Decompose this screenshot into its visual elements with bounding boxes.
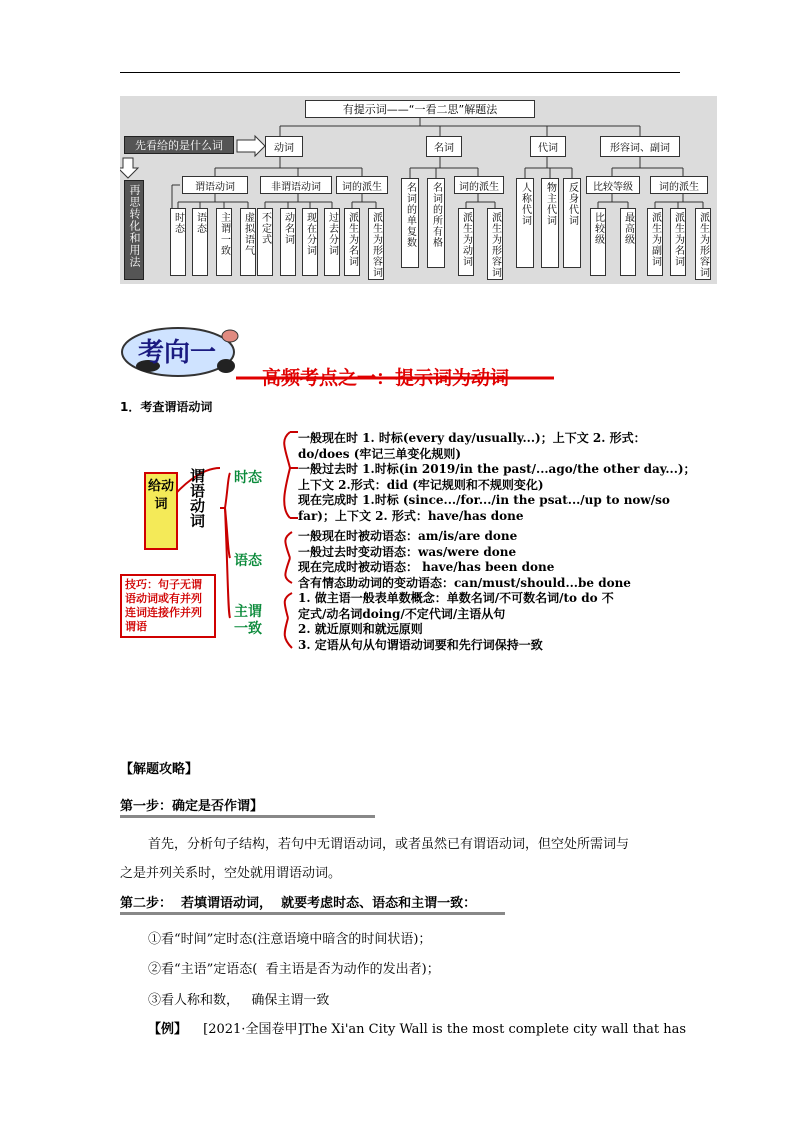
banner-title: 高频考点之一：提示词为动词 xyxy=(262,367,510,389)
category-verb: 动词 xyxy=(265,136,303,157)
category-pronoun: 代词 xyxy=(530,136,566,157)
given-verb-box: 给动词 xyxy=(144,472,178,550)
agreement-detail xyxy=(298,591,614,653)
category-noun: 名词 xyxy=(426,136,462,157)
leaf-noun-to-adj: 派生为形容词 xyxy=(487,208,503,280)
tip-box: 技巧：句子无谓语动词或有并列连词连接作并列谓语 xyxy=(120,574,216,638)
tense-line: far)；上下文 2. 形式：have/has done xyxy=(298,508,524,523)
agree-line: 3. 定语从句从句谓语动词要和先行词保持一致 xyxy=(298,637,543,652)
tree-root: 有提示词——“一看二思”解题法 xyxy=(305,100,535,118)
leaf-past-participle: 过去分词 xyxy=(324,208,340,276)
tense-line: do/does (牢记三单变化规则) xyxy=(298,446,462,461)
leaf-agreement: 主谓一致 xyxy=(216,208,232,276)
leaf-infinitive: 不定式 xyxy=(257,208,273,276)
group-nonfinite-verb: 非谓语动词 xyxy=(260,176,332,194)
tense-line: 上下文 2.形式：did (牢记规则和不规则变化) xyxy=(298,477,544,492)
step1-heading: 第一步：确定是否作谓】 xyxy=(120,795,375,818)
leaf-subjunctive: 虚拟语气 xyxy=(240,208,256,276)
leaf-present-participle: 现在分词 xyxy=(302,208,318,276)
branch-tense: 时态 xyxy=(234,470,262,486)
voice-line: 一般过去时变动语态：was/were done xyxy=(298,544,517,559)
group-finite-verb: 谓语动词 xyxy=(182,176,248,194)
agree-line: 2. 就近原则和就远原则 xyxy=(298,622,423,636)
leaf-verb-to-noun: 派生为名词 xyxy=(344,208,360,276)
group-noun-derivation: 词的派生 xyxy=(454,176,504,194)
leaf-to-adjective: 派生为形容词 xyxy=(695,208,711,280)
group-comparison: 比较等级 xyxy=(586,176,640,194)
predicate-verb-center: 谓语动词 xyxy=(188,468,206,528)
voice-line: 一般现在时被动语态：am/is/are done xyxy=(298,529,518,543)
agree-line: 定式/动名词doing/不定代词/主语从句 xyxy=(298,606,506,621)
leaf-tense: 时态 xyxy=(170,208,186,276)
tree-side-top: 先看给的是什么词 xyxy=(124,136,234,154)
example-label: 【例】 xyxy=(148,1022,188,1037)
tree-side-bottom: 再思转化和用法 xyxy=(124,180,144,280)
leaf-noun-to-verb: 派生为动词 xyxy=(458,208,474,276)
method-tree-diagram xyxy=(120,96,717,284)
example-line xyxy=(148,1018,686,1037)
voice-line: 现在完成时被动语态： have/has been done xyxy=(298,560,555,574)
leaf-personal-pronoun: 人称代词 xyxy=(516,178,534,268)
step2-heading: 第二步： 若填谓语动词， 就要考虑时态、语态和主谓一致： xyxy=(120,892,505,915)
mind-map xyxy=(120,428,696,658)
branch-agreement: 主谓一致 xyxy=(234,604,262,637)
step2-item2: ②看“主语”定语态( 看主语是否为动作的发出者)； xyxy=(148,962,440,977)
step1-para-line2: 之是并列关系时，空处就用谓语动词。 xyxy=(120,866,342,881)
voice-detail xyxy=(298,529,631,591)
step1-para-line1: 首先，分析句子结构，若句中无谓语动词，或者虽然已有谓语动词，但空处所需词与 xyxy=(148,837,630,852)
category-adj-adv: 形容词、副词 xyxy=(600,136,680,157)
step2-item1: ①看“时间”定时态(注意语境中暗含的时间状语)； xyxy=(148,932,432,947)
tense-line: 一般过去时 1.时标(in 2019/in the past/...ago/the other day...)； xyxy=(298,462,696,476)
leaf-comparative: 比较级 xyxy=(590,208,606,276)
voice-line: 含有情态助动词的变动语态：can/must/should...be done xyxy=(298,575,631,590)
step2-item3: ③看人称和数， 确保主谓一致 xyxy=(148,993,330,1008)
example-source: [2021·全国卷甲] xyxy=(203,1022,303,1037)
leaf-gerund: 动名词 xyxy=(280,208,296,276)
leaf-possessive-pronoun: 物主代词 xyxy=(541,178,559,268)
badge-decoration xyxy=(118,322,243,380)
leaf-superlative: 最高级 xyxy=(620,208,636,276)
leaf-to-noun: 派生为名词 xyxy=(670,208,686,276)
leaf-voice: 语态 xyxy=(192,208,208,276)
group-adj-derivation: 词的派生 xyxy=(650,176,708,194)
leaf-noun-plural: 名词的单复数 xyxy=(401,178,419,268)
leaf-reflexive-pronoun: 反身代词 xyxy=(563,178,581,268)
leaf-to-adverb: 派生为副词 xyxy=(647,208,663,276)
header-rule xyxy=(120,72,680,73)
leaf-verb-to-adj: 派生为形容词 xyxy=(368,208,384,280)
branch-voice: 语态 xyxy=(234,553,262,569)
tense-line: 一般现在时 1. 时标(every day/usually...)；上下文 2. 形式： xyxy=(298,431,646,445)
tense-detail xyxy=(298,431,696,524)
section-heading: 1．考查谓语动词 xyxy=(120,400,213,414)
tense-line: 现在完成时 1.时标 (since.../for.../in the psat.../up to now/so xyxy=(298,493,670,507)
leaf-noun-possessive: 名词的所有格 xyxy=(427,178,445,268)
badge-label: 考向一 xyxy=(138,338,217,368)
group-verb-derivation: 词的派生 xyxy=(336,176,388,194)
agree-line: 1. 做主语一般表单数概念：单数名词/不可数名词/to do 不 xyxy=(298,591,614,605)
strategy-heading: 【解题攻略】 xyxy=(120,762,199,777)
example-text: The Xi'an City Wall is the most complete city wall that has xyxy=(302,1022,687,1037)
